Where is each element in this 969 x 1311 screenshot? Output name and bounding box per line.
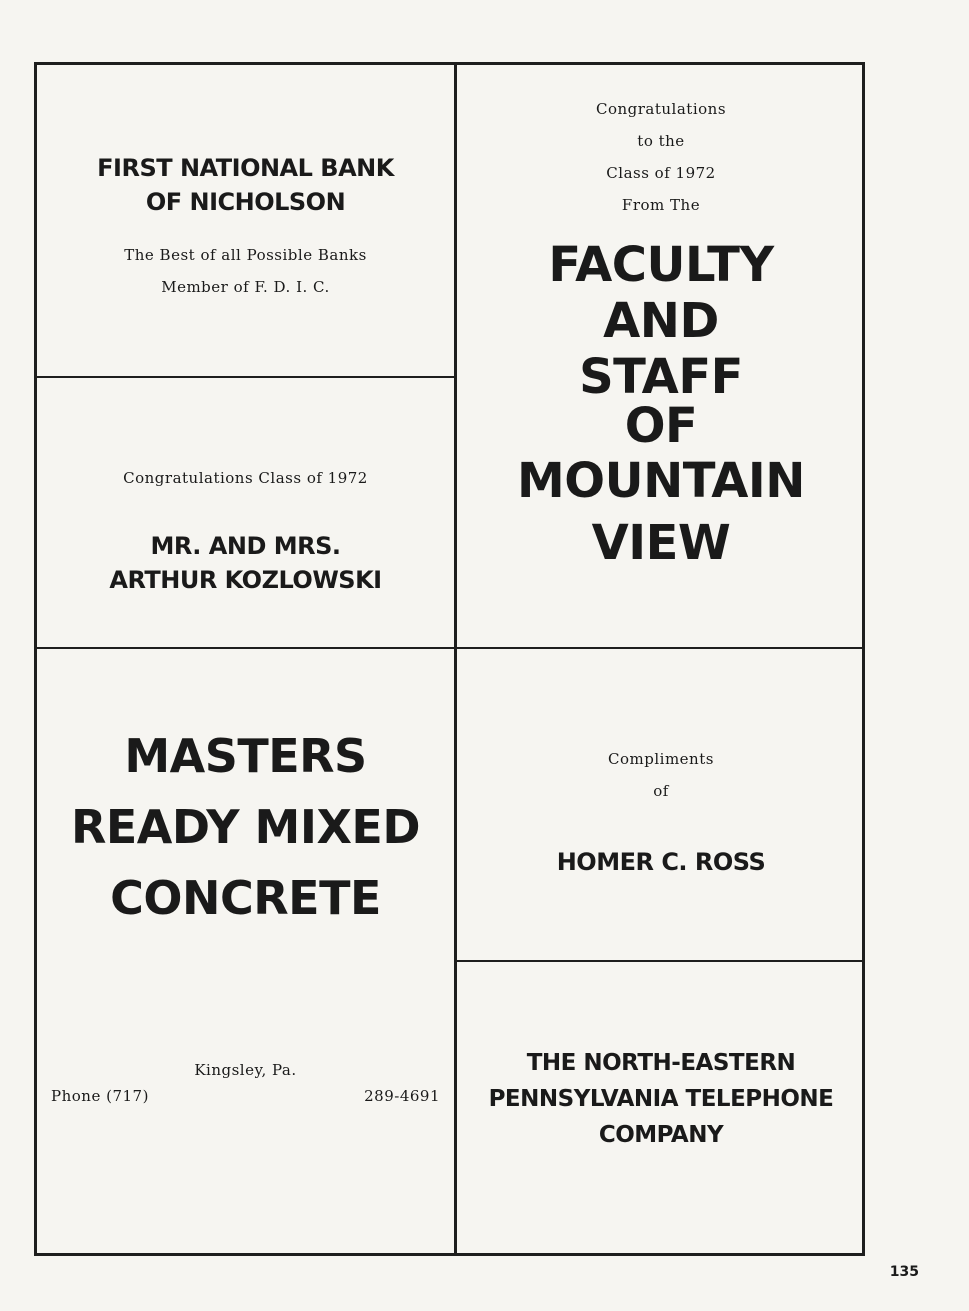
faculty-title-6: VIEW — [591, 515, 731, 571]
telephone-line-3: COMPANY — [598, 1122, 724, 1148]
masters-ad — [37, 649, 454, 1253]
masters-location: Kingsley, Pa. — [194, 1061, 297, 1079]
kozlowski-ad — [37, 378, 454, 647]
ross-compliments-2: of — [653, 782, 669, 800]
page-number: 135 — [889, 1264, 919, 1280]
faculty-intro-4: From The — [621, 196, 701, 214]
telephone-line-2: PENNSYLVANIA TELEPHONE — [488, 1086, 834, 1112]
faculty-title-2: AND — [603, 293, 719, 349]
faculty-intro-3: Class of 1972 — [606, 164, 716, 182]
bank-name-line2: OF NICHOLSON — [145, 188, 346, 216]
bank-member: Member of F. D. I. C. — [161, 278, 330, 296]
masters-phone-label: Phone (717) — [51, 1087, 149, 1105]
kozlowski-name-line1: MR. AND MRS. — [150, 532, 341, 560]
telephone-ad — [457, 962, 865, 1253]
kozlowski-name-line2: ARTHUR KOZLOWSKI — [109, 566, 382, 594]
kozlowski-greeting: Congratulations Class of 1972 — [123, 469, 368, 487]
ross-ad — [457, 649, 865, 960]
faculty-title-1: FACULTY — [548, 237, 774, 293]
bank-name-line1: FIRST NATIONAL BANK — [97, 154, 394, 182]
faculty-ad — [457, 65, 865, 647]
faculty-intro-2: to the — [637, 132, 685, 150]
masters-title-1: MASTERS — [124, 729, 367, 783]
bank-ad — [37, 65, 454, 376]
faculty-intro-1: Congratulations — [595, 100, 727, 118]
masters-title-3: CONCRETE — [110, 871, 381, 925]
masters-phone-row — [51, 1087, 440, 1105]
bank-tagline: The Best of all Possible Banks — [124, 246, 367, 264]
ross-name: HOMER C. ROSS — [556, 848, 766, 876]
faculty-title-5: MOUNTAIN — [517, 453, 805, 509]
telephone-line-1: THE NORTH-EASTERN — [526, 1050, 796, 1076]
faculty-title-3: STAFF — [579, 349, 743, 405]
ross-compliments-1: Compliments — [608, 750, 714, 768]
faculty-title-4: OF — [624, 398, 698, 454]
masters-title-2: READY MIXED — [70, 800, 421, 854]
masters-phone-number: 289-4691 — [364, 1087, 440, 1105]
